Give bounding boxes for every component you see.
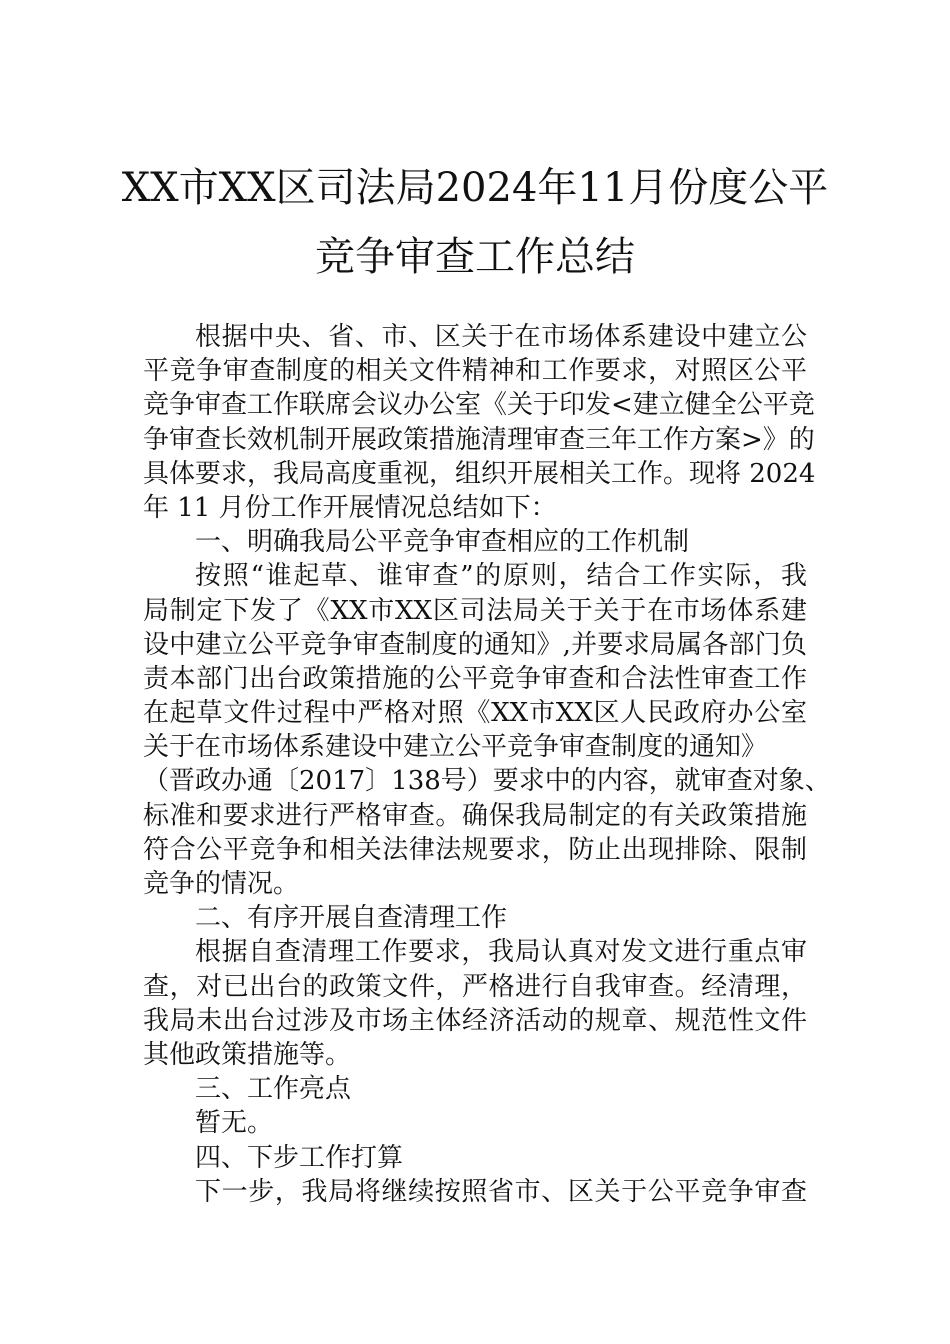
section-heading: 二、有序开展自查清理工作 xyxy=(195,903,508,934)
paragraph-line: 下一步，我局将继续按照省市、区关于公平竞争审查 xyxy=(195,1176,807,1207)
paragraph-line: 查，对已出台的政策文件，严格进行自我审查。经清理， xyxy=(143,971,807,1002)
document-title-line-1: XX市XX区司法局2024年11月份度公平 xyxy=(121,165,829,211)
paragraph-line: 局制定下发了《XX市XX区司法局关于关于在市场体系建 xyxy=(143,595,807,626)
paragraph-line: 我局未出台过涉及市场主体经济活动的规章、规范性文件 xyxy=(143,1005,807,1036)
paragraph-line: 在起草文件过程中严格对照《XX市XX区人民政府办公室 xyxy=(143,698,807,729)
paragraph-line: 责本部门出台政策措施的公平竞争审查和合法性审查工作 xyxy=(143,663,807,694)
section-heading: 三、工作亮点 xyxy=(195,1074,352,1105)
section-heading: 四、下步工作打算 xyxy=(195,1142,404,1173)
paragraph-line: 根据中央、省、市、区关于在市场体系建设中建立公 xyxy=(195,322,807,352)
paragraph-line: 符合公平竞争和相关法律法规要求，防止出现排除、限制 xyxy=(143,834,807,865)
paragraph-line: 年 11 月份工作开展情况总结如下： xyxy=(143,492,557,523)
paragraph-line: 标准和要求进行严格审查。确保我局制定的有关政策措施 xyxy=(143,800,807,831)
paragraph-line: 竞争的情况。 xyxy=(143,869,300,899)
paragraph-line: 具体要求，我局高度重视，组织开展相关工作。现将 2024 xyxy=(143,458,816,489)
document-title-line-2: 竞争审查工作总结 xyxy=(315,234,635,280)
paragraph-line: 暂无。 xyxy=(195,1108,274,1139)
paragraph-line: 关于在市场体系建设中建立公平竞争审查制度的通知》 xyxy=(143,732,768,763)
paragraph-line: 争审查长效机制开展政策措施清理审查三年工作方案>》的 xyxy=(143,424,815,455)
paragraph-line: 平竞争审查制度的相关文件精神和工作要求，对照区公平 xyxy=(143,356,807,387)
paragraph-line: 其他政策措施等。 xyxy=(143,1039,352,1070)
paragraph-line: （晋政办通〔2017〕138号）要求中的内容，就审查对象、 xyxy=(143,766,831,797)
paragraph-line: 设中建立公平竞争审查制度的通知》,并要求局属各部门负 xyxy=(143,629,807,660)
document-body xyxy=(143,320,831,1209)
paragraph-line: 竞争审查工作联席会议办公室《关于印发<建立健全公平竞 xyxy=(143,390,815,421)
section-heading: 一、明确我局公平竞争审查相应的工作机制 xyxy=(195,527,690,558)
paragraph-line: 根据自查清理工作要求，我局认真对发文进行重点审 xyxy=(195,937,807,968)
paragraph-line: 按照“谁起草、谁审查”的原则，结合工作实际，我 xyxy=(195,561,807,592)
